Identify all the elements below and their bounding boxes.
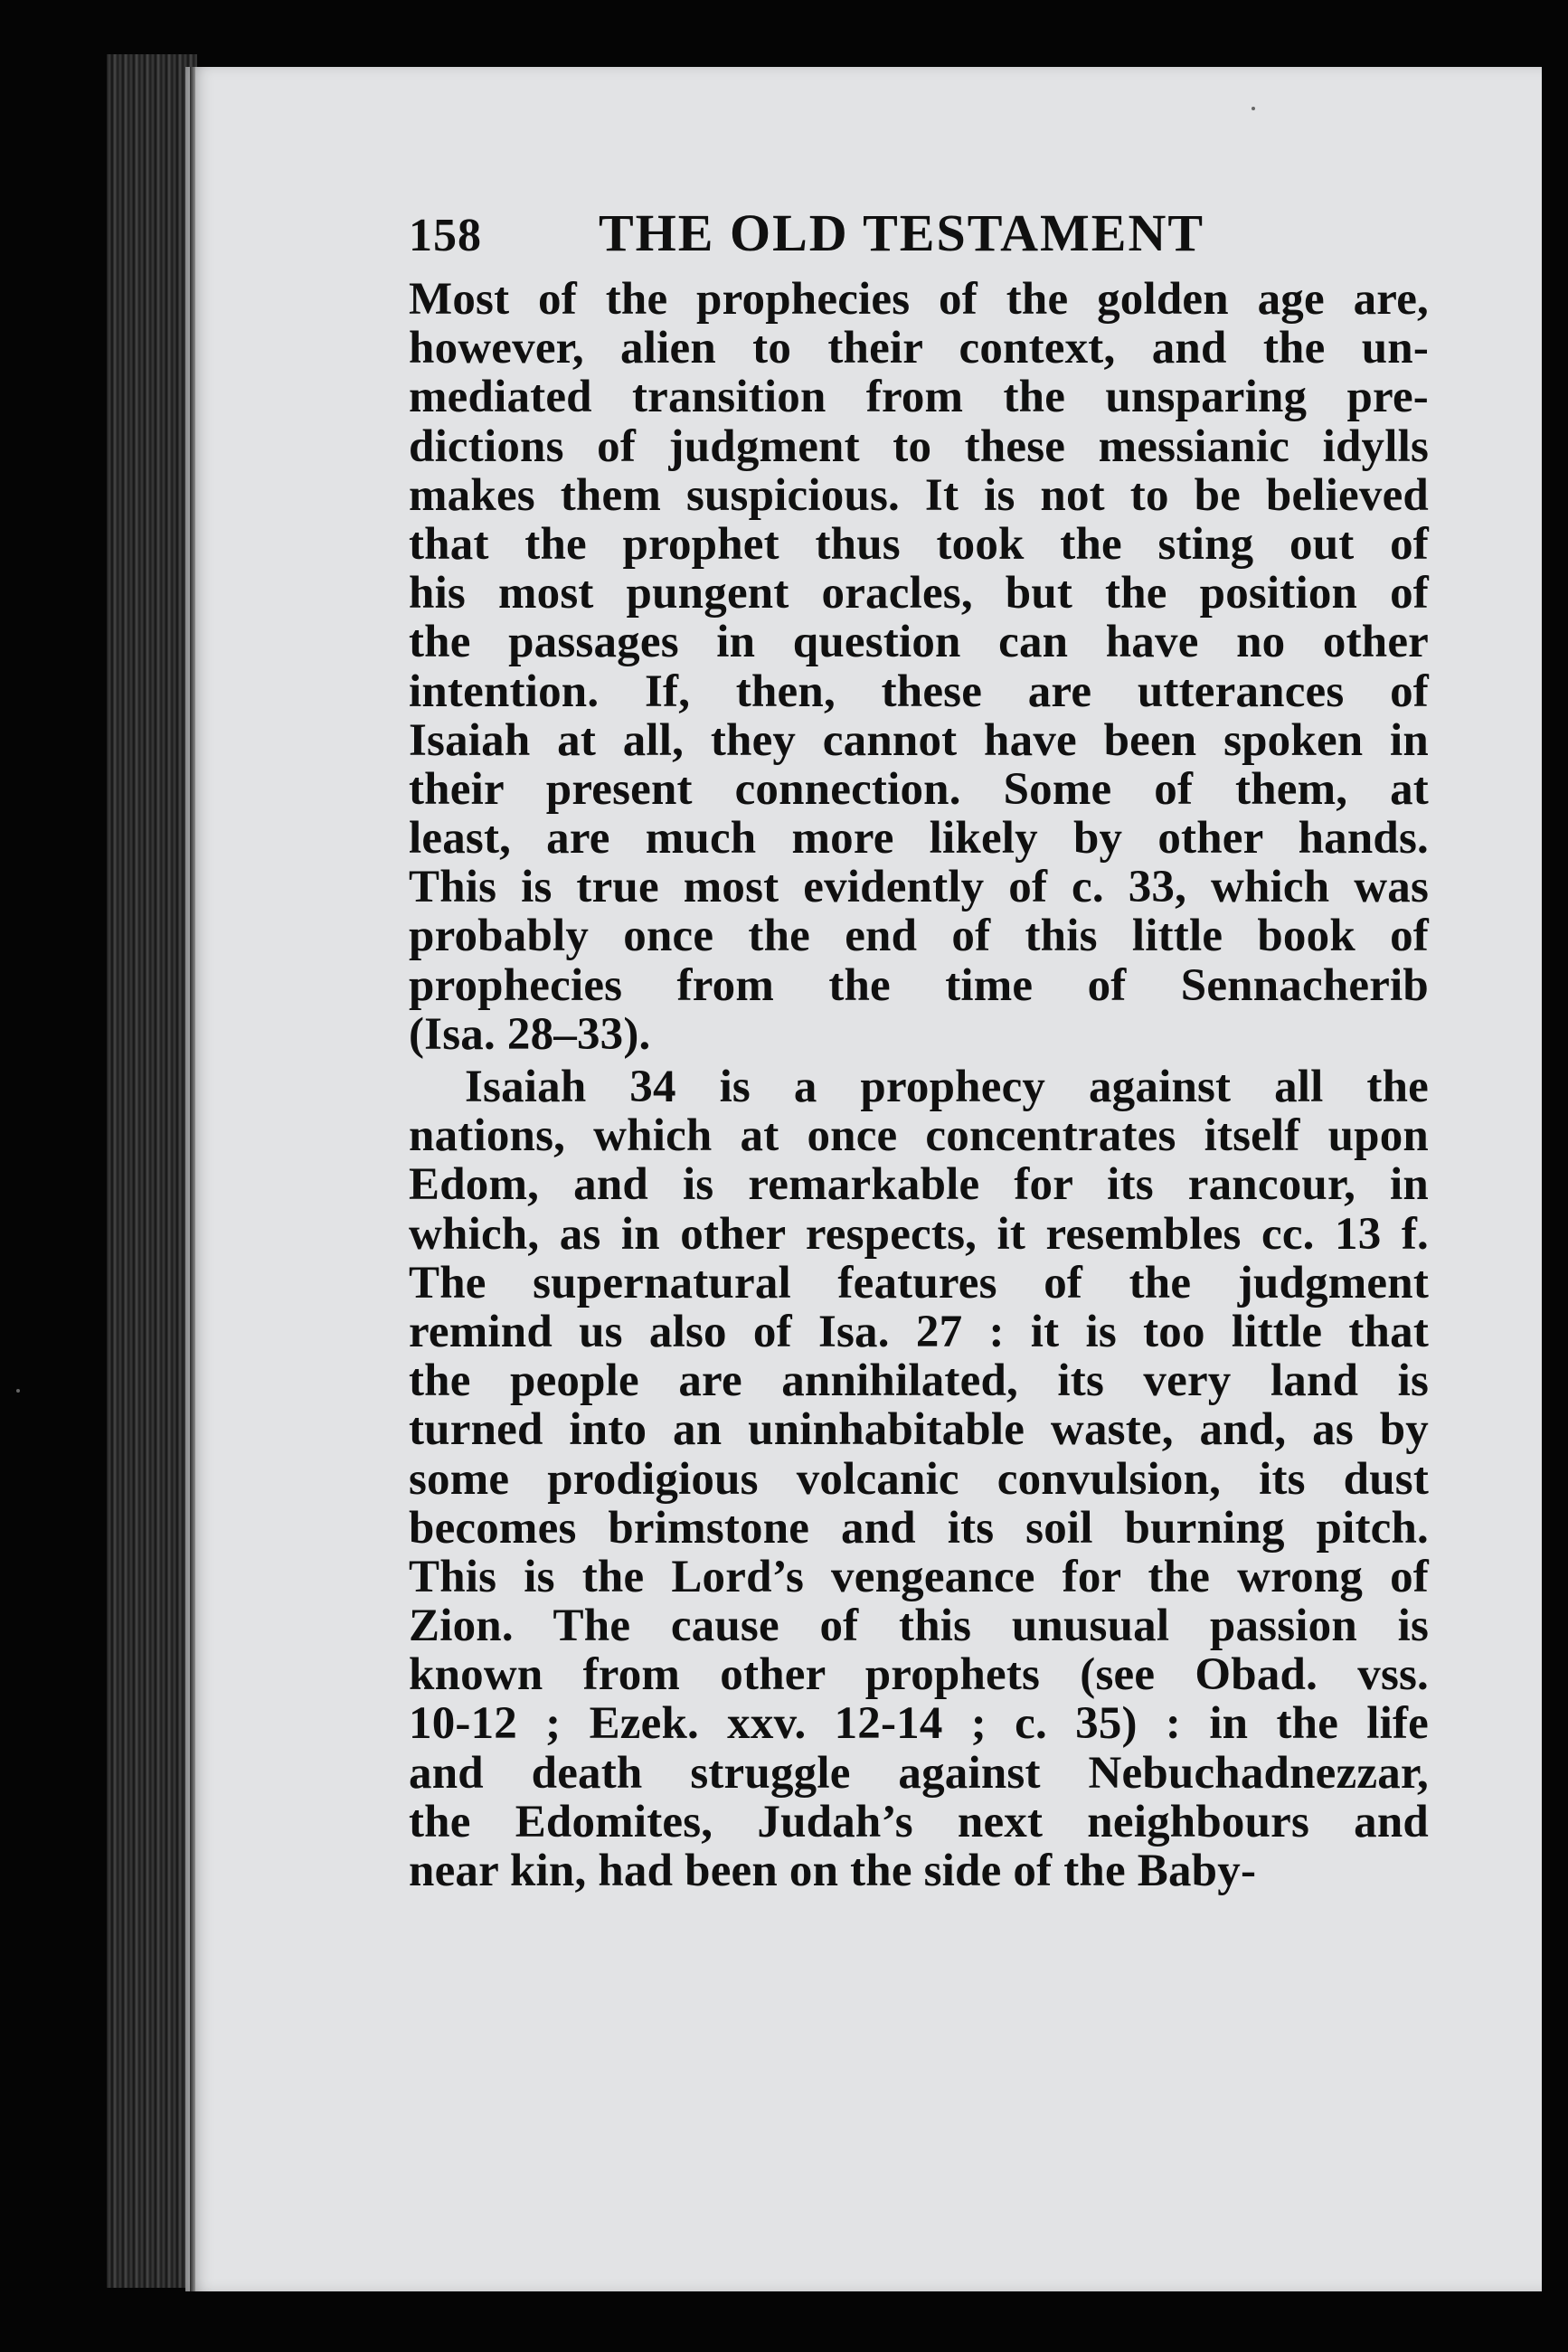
text-line: their present connection. Some of them, at — [409, 763, 1429, 815]
text-line: makes them suspicious. It is not to be believed — [409, 469, 1429, 521]
body-text — [409, 275, 1429, 1895]
paragraph — [409, 1063, 1429, 1895]
text-line: (Isa. 28–33). — [409, 1008, 651, 1060]
paper-speck — [16, 1389, 20, 1393]
running-head — [409, 188, 1429, 279]
text-line: Most of the prophecies of the golden age are, — [409, 274, 1429, 325]
text-line: Isaiah at all, they cannot have been spoken in — [409, 714, 1429, 766]
text-line: prophecies from the time of Sennacherib — [409, 959, 1429, 1011]
text-line: the passages in question can have no other — [409, 617, 1429, 668]
text-line: however, alien to their context, and the un- — [409, 323, 1429, 374]
text-line: the people are annihilated, its very land is — [409, 1355, 1429, 1407]
book-edge — [107, 54, 197, 2288]
text-line: becomes brimstone and its soil burning pitch. — [409, 1502, 1429, 1554]
text-line: 10-12 ; Ezek. xxv. 12-14 ; c. 35) : in the life — [409, 1698, 1429, 1750]
page-number: 158 — [409, 210, 482, 261]
text-line: Isaiah 34 is a prophecy against all the — [465, 1062, 1429, 1112]
text-line: that the prophet thus took the sting out of — [409, 518, 1429, 570]
text-line: his most pungent oracles, but the position of — [409, 568, 1429, 619]
paragraph — [409, 275, 1429, 1059]
text-line: least, are much more likely by other hands. — [409, 813, 1429, 864]
text-line: the Edomites, Judah’s next neighbours and — [409, 1796, 1429, 1847]
text-line: near kin, had been on the side of the Baby- — [409, 1846, 1257, 1896]
text-line: This is true most evidently of c. 33, which was — [409, 862, 1429, 913]
text-line: mediated transition from the unsparing pre- — [409, 372, 1429, 423]
text-line: probably once the end of this little book of — [409, 911, 1429, 962]
text-line: nations, which at once concentrates itself upon — [409, 1110, 1429, 1162]
text-line: which, as in other respects, it resembles cc. 13 f. — [409, 1208, 1429, 1260]
text-line: Edom, and is remarkable for its rancour, in — [409, 1159, 1429, 1211]
text-line: and death struggle against Nebuchadnezzar, — [409, 1747, 1429, 1799]
page-gutter — [190, 67, 195, 2291]
text-line: dictions of judgment to these messianic idylls — [409, 420, 1429, 472]
text-line: remind us also of Isa. 27 : it is too little that — [409, 1306, 1429, 1357]
running-head-title: THE OLD TESTAMENT — [599, 203, 1205, 262]
text-line: The supernatural features of the judgment — [409, 1257, 1429, 1308]
text-line: turned into an uninhabitable waste, and, as by — [409, 1404, 1429, 1456]
page-text — [409, 188, 1429, 1895]
text-line: known from other prophets (see Obad. vss. — [409, 1649, 1429, 1701]
text-line: Zion. The cause of this unusual passion is — [409, 1601, 1429, 1652]
text-line: intention. If, then, these are utterances of — [409, 666, 1429, 717]
text-line: some prodigious volcanic convulsion, its dust — [409, 1453, 1429, 1505]
text-line: This is the Lord’s vengeance for the wrong of — [409, 1551, 1429, 1602]
paper-speck — [1252, 107, 1255, 110]
